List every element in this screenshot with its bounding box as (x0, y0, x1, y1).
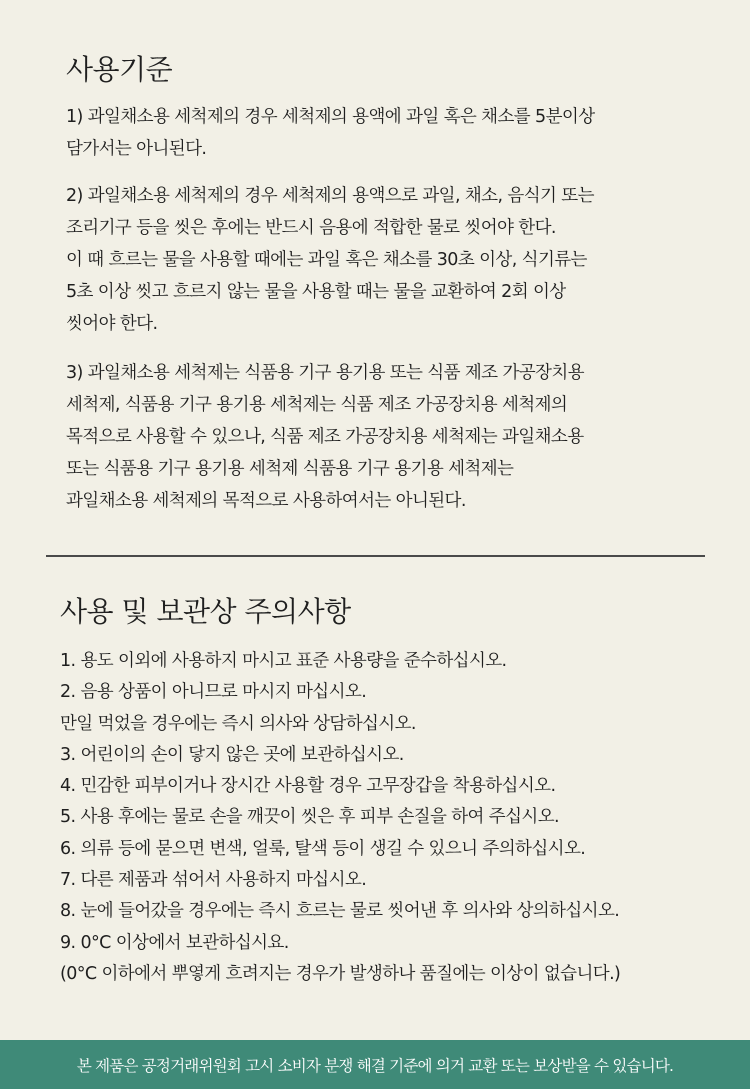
clause-line: 과일채소용 세척제의 목적으로 사용하여서는 아니된다. (66, 491, 466, 511)
clause-line: 세척제, 식품용 기구 용기용 세척제는 식품 제조 가공장치용 세척제의 (66, 395, 568, 415)
caution-section (60, 590, 720, 984)
clause-line: 목적으로 사용할 수 있으나, 식품 제조 가공장치용 세척제는 과일채소용 (66, 427, 584, 447)
clause-line: 조리기구 등을 씻은 후에는 반드시 음용에 적합한 물로 씻어야 한다. (66, 218, 556, 238)
usage-clause-3 (66, 357, 584, 517)
list-item: 3. 어린이의 손이 닿지 않은 곳에 보관하십시오. (60, 744, 404, 765)
usage-standards-title: 사용기준 (66, 53, 173, 86)
list-item: 6. 의류 등에 묻으면 변색, 얼룩, 탈색 등이 생길 수 있으니 주의하십시오. (60, 838, 586, 859)
list-item: 5. 사용 후에는 물로 손을 깨끗이 씻은 후 피부 손질을 하여 주십시오. (60, 807, 559, 828)
compensation-notice-text: 본 제품은 공정거래위원회 고시 소비자 분쟁 해결 기준에 의거 교환 또는 보상받을 수 있습니다. (76, 1056, 674, 1075)
clause-line: 이 때 흐르는 물을 사용할 때에는 과일 혹은 채소를 30초 이상, 식기류는 (66, 250, 587, 270)
clause-line: 담가서는 아니된다. (66, 139, 207, 159)
list-item: 7. 다른 제품과 섞어서 사용하지 마십시오. (60, 870, 367, 891)
caution-list (60, 646, 620, 990)
clause-line: 2) 과일채소용 세척제의 경우 세척제의 용액으로 과일, 채소, 음식기 또는 (66, 186, 594, 206)
clause-line: 씻어야 한다. (66, 314, 158, 334)
usage-standards-section (66, 48, 706, 511)
list-item: 8. 눈에 들어갔을 경우에는 즉시 흐르는 물로 씻어낸 후 의사와 상의하십시오. (60, 901, 620, 922)
section-divider (46, 555, 705, 557)
list-item: 9. 0°C 이상에서 보관하십시요. (60, 932, 289, 953)
clause-line: 5초 이상 씻고 흐르지 않는 물을 사용할 때는 물을 교환하여 2회 이상 (66, 282, 566, 302)
list-item: 2. 음용 상품이 아니므로 마시지 마십시오. (60, 682, 367, 703)
compensation-notice-bar (0, 1040, 750, 1089)
clause-line: 1) 과일채소용 세척제의 경우 세척제의 용액에 과일 혹은 채소를 5분이상 (66, 107, 595, 127)
caution-title: 사용 및 보관상 주의사항 (60, 595, 351, 628)
list-item: 1. 용도 이외에 사용하지 마시고 표준 사용량을 준수하십시오. (60, 651, 507, 671)
list-item: 4. 민감한 피부이거나 장시간 사용할 경우 고무장갑을 착용하십시오. (60, 776, 556, 797)
list-item: (0°C 이하에서 뿌옇게 흐려지는 경우가 발생하나 품질에는 이상이 없습니다.) (60, 963, 621, 984)
usage-clause-2 (66, 180, 594, 340)
list-item: 만일 먹었을 경우에는 즉시 의사와 상담하십시오. (60, 713, 416, 734)
clause-line: 또는 식품용 기구 용기용 세척제 식품용 기구 용기용 세척제는 (66, 459, 514, 479)
clause-line: 3) 과일채소용 세척제는 식품용 기구 용기용 또는 식품 제조 가공장치용 (66, 363, 584, 383)
usage-clause-1 (66, 101, 595, 165)
